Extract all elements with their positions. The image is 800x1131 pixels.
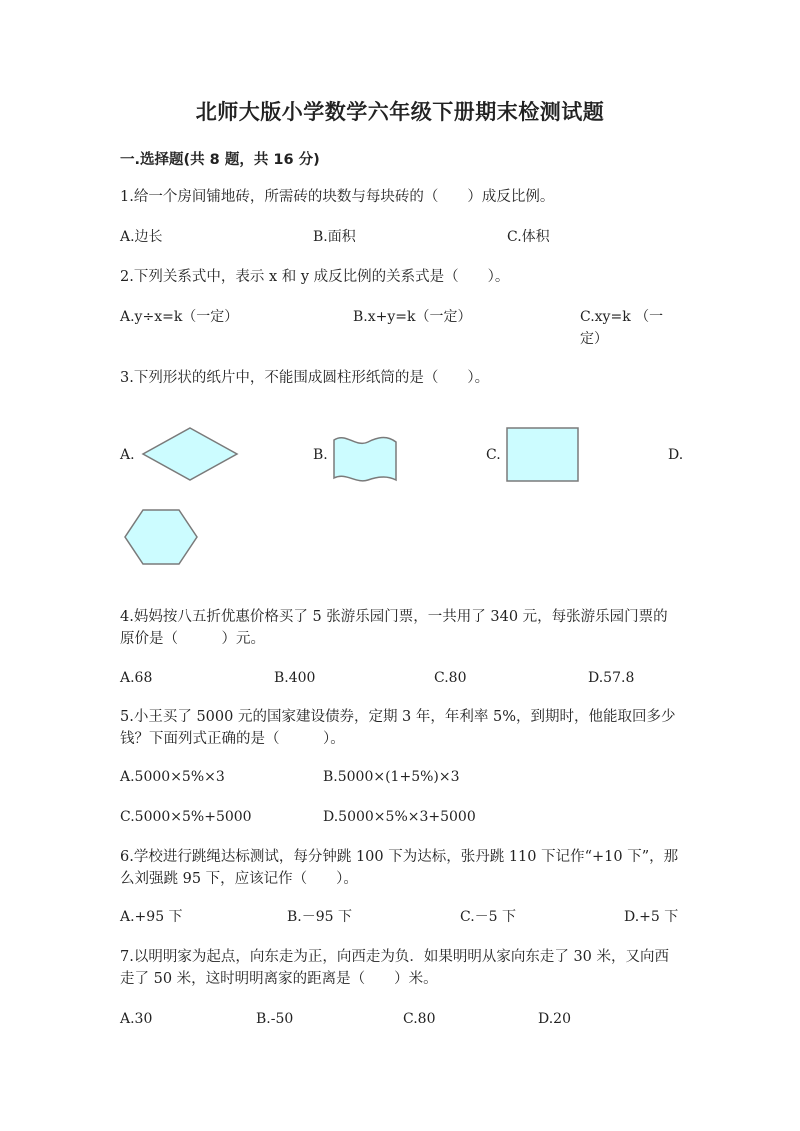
question-3-option-c[interactable]: C. — [486, 447, 501, 463]
question-3-option-a[interactable]: A. — [120, 447, 135, 463]
question-5-option-a[interactable]: A.5000×5%×3 — [120, 769, 225, 785]
question-3-option-d[interactable]: D. — [668, 447, 684, 463]
question-2-option-b[interactable]: B.x+y=k（一定） — [353, 309, 472, 325]
question-7-option-d[interactable]: D.20 — [538, 1011, 571, 1027]
question-5-stem: 5.小王买了 5000 元的国家建设债券，定期 3 年，年利率 5%，到期时，他能取回多少钱？下面列式正确的是（ ）。 — [120, 709, 676, 747]
wavy-rectangle-shape[interactable] — [330, 434, 400, 486]
question-6-stem: 6.学校进行跳绳达标测试，每分钟跳 100 下为达标，张丹跳 110 下记作“+10 下”，那么刘强跳 95 下，应该记作（ ）。 — [120, 849, 679, 887]
question-2-option-a[interactable]: A.y÷x=k（一定） — [120, 309, 239, 325]
question-6-option-d[interactable]: D.+5 下 — [624, 909, 679, 925]
question-7-option-a[interactable]: A.30 — [120, 1011, 153, 1027]
question-1-stem: 1.给一个房间铺地砖，所需砖的块数与每块砖的（ ）成反比例。 — [120, 189, 555, 205]
question-5-option-c[interactable]: C.5000×5%+5000 — [120, 809, 252, 825]
question-1-option-c[interactable]: C.体积 — [507, 229, 550, 245]
rectangle-shape[interactable] — [506, 427, 580, 483]
question-2-stem: 2.下列关系式中，表示 x 和 y 成反比例的关系式是（ ）。 — [120, 269, 510, 285]
question-3-stem: 3.下列形状的纸片中，不能围成圆柱形纸筒的是（ ）。 — [120, 370, 490, 386]
page-title: 北师大版小学数学六年级下册期末检测试题 — [195, 100, 605, 124]
question-6-option-b[interactable]: B.－95 下 — [287, 909, 353, 925]
question-3-option-b[interactable]: B. — [313, 447, 328, 463]
question-4-option-a[interactable]: A.68 — [120, 670, 153, 686]
question-4-option-b[interactable]: B.400 — [274, 670, 316, 686]
question-4-stem: 4.妈妈按八五折优惠价格买了 5 张游乐园门票，一共用了 340 元，每张游乐园门票的原价是（ ）元。 — [120, 609, 668, 647]
question-1-option-a[interactable]: A.边长 — [120, 229, 163, 245]
section-heading: 一.选择题(共 8 题，共 16 分) — [120, 152, 320, 168]
rhombus-shape[interactable] — [140, 426, 240, 482]
question-7-option-b[interactable]: B.-50 — [256, 1011, 294, 1027]
question-2-option-c[interactable]: C.xy=k （一定） — [580, 309, 664, 347]
question-6-option-a[interactable]: A.+95 下 — [120, 909, 183, 925]
question-5-option-b[interactable]: B.5000×(1+5%)×3 — [323, 769, 460, 785]
question-6-option-c[interactable]: C.－5 下 — [460, 909, 517, 925]
question-7-option-c[interactable]: C.80 — [403, 1011, 436, 1027]
question-1-option-b[interactable]: B.面积 — [313, 229, 356, 245]
question-5-option-d[interactable]: D.5000×5%×3+5000 — [323, 809, 476, 825]
question-4-option-d[interactable]: D.57.8 — [588, 670, 635, 686]
hexagon-shape[interactable] — [123, 508, 199, 566]
question-7-stem: 7.以明明家为起点，向东走为正，向西走为负．如果明明从家向东走了 30 米，又向西走了 50 米，这时明明离家的距离是（ ）米。 — [120, 949, 670, 987]
question-4-option-c[interactable]: C.80 — [434, 670, 467, 686]
